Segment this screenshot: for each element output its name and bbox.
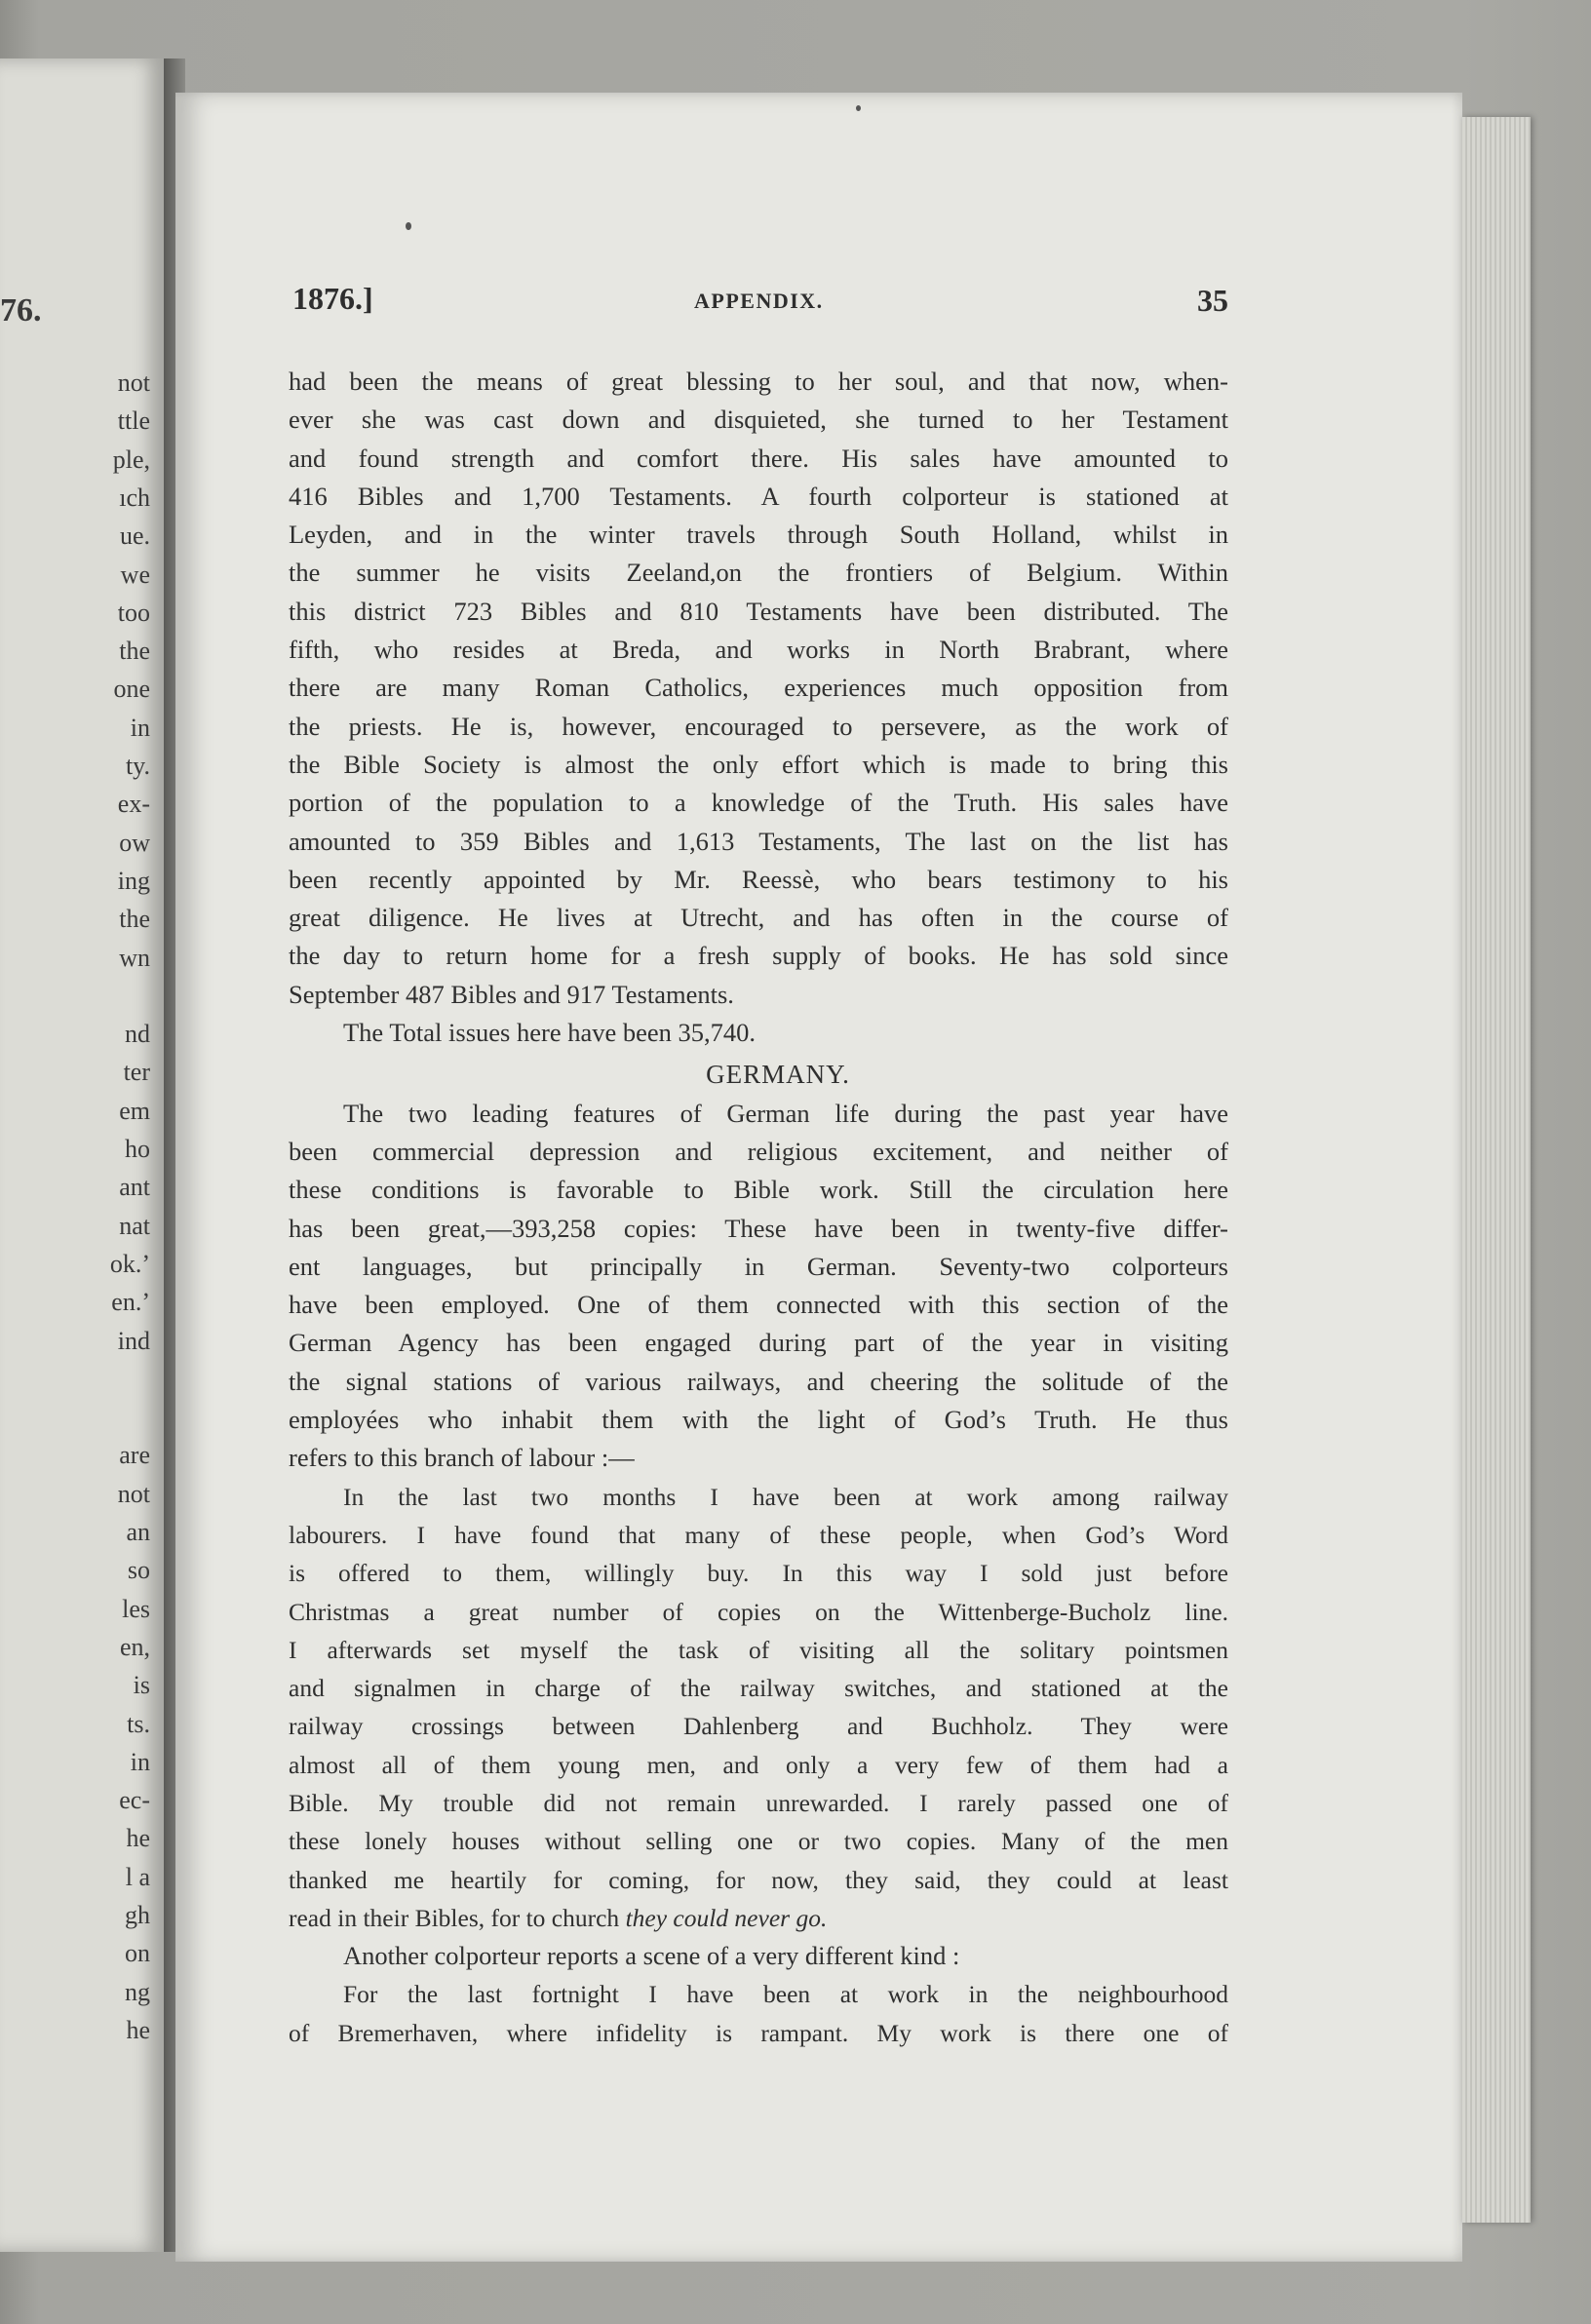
left-page-fragment: not bbox=[117, 368, 150, 397]
left-page-fragment: wn bbox=[119, 943, 150, 972]
left-page-fragment: ttle bbox=[117, 407, 150, 436]
railway-quote-line: Christmas a great number of copies on the Wittenberge-Bucholz line. bbox=[289, 1597, 1228, 1626]
railway-quote-line: these lonely houses without selling one or two copies. Many of the men bbox=[289, 1827, 1228, 1856]
holland-paragraph-line: there are many Roman Catholics, experiences much opposition from bbox=[289, 673, 1228, 703]
left-page-fragment: ple, bbox=[112, 445, 150, 474]
railway-quote bbox=[289, 1478, 1228, 1938]
left-page-fragment: the bbox=[119, 637, 150, 666]
left-page-fragment: ec- bbox=[119, 1786, 150, 1815]
left-page-fragment: he bbox=[126, 2015, 150, 2044]
germany-intro-line: ent languages, but principally in German. Seventy-two colporteurs bbox=[289, 1251, 1228, 1281]
germany-intro-line: has been great,—393,258 copies: These have been in twenty-five differ- bbox=[289, 1213, 1228, 1243]
running-head bbox=[292, 281, 1228, 320]
holland-paragraph-line: portion of the population to a knowledge of the Truth. His sales have bbox=[289, 788, 1228, 818]
left-page-fragment: we bbox=[120, 560, 150, 589]
germany-intro-line: German Agency has been engaged during part of the year in visiting bbox=[289, 1328, 1228, 1358]
left-page-fragment: on bbox=[125, 1939, 150, 1968]
germany-intro-line: employées who inhabit them with the light of God’s Truth. He thus bbox=[289, 1405, 1228, 1435]
left-page-fragment: too bbox=[117, 598, 150, 627]
bremerhaven-quote-line: For the last fortnight I have been at work in the neighbourhood bbox=[343, 1980, 1228, 2009]
holland-paragraph-line: the priests. He is, however, encouraged to persevere, as the work of bbox=[289, 711, 1228, 741]
germany-intro-line: have been employed. One of them connected with this section of the bbox=[289, 1290, 1228, 1320]
left-page-fragment: ho bbox=[125, 1135, 150, 1163]
holland-paragraph-line: had been the means of great blessing to her soul, and that now, when- bbox=[289, 367, 1228, 396]
germany-intro-line: The two leading features of German life during the past year have bbox=[343, 1098, 1228, 1128]
left-page-fragment: is bbox=[133, 1671, 150, 1700]
facing-left-page bbox=[0, 58, 167, 2252]
left-page-fragment: en, bbox=[119, 1632, 150, 1661]
left-page-fragment: one bbox=[113, 675, 150, 704]
left-page-fragment: gh bbox=[125, 1901, 150, 1929]
left-page-fragment: ant bbox=[119, 1173, 150, 1202]
total-issues-line: The Total issues here have been 35,740. bbox=[343, 1018, 757, 1048]
left-page-fragment: em bbox=[119, 1096, 150, 1125]
germany-intro-line: been commercial depression and religious excitement, and neither of bbox=[289, 1136, 1228, 1166]
railway-quote-line: thanked me heartily for coming, for now, they said, they could at least bbox=[289, 1865, 1228, 1894]
railway-quote-line: Bible. My trouble did not remain unrewarded. I rarely passed one of bbox=[289, 1788, 1228, 1817]
header-year: 1876.] bbox=[292, 281, 373, 316]
railway-quote-line: almost all of them young men, and only a very few of them had a bbox=[289, 1750, 1228, 1779]
holland-paragraph-line: Leyden, and in the winter travels through South Holland, whilst in bbox=[289, 520, 1228, 550]
bremerhaven-quote bbox=[289, 1975, 1228, 2052]
railway-quote-line: railway crossings between Dahlenberg and Buchholz. They were bbox=[289, 1712, 1228, 1741]
holland-paragraph-line: ever she was cast down and disquieted, she turned to her Testament bbox=[289, 405, 1228, 435]
left-page-fragment: so bbox=[127, 1556, 150, 1585]
left-page-fragment: nat bbox=[119, 1211, 150, 1240]
colporteur-report-line: Another colporteur reports a scene of a very different kind : bbox=[343, 1941, 960, 1971]
bremerhaven-quote-line: of Bremerhaven, where infidelity is rampant. My work is there one of bbox=[289, 2018, 1228, 2047]
left-page-fragment: not bbox=[117, 1479, 150, 1508]
left-page-fragment: ok.’ bbox=[109, 1249, 150, 1278]
holland-paragraph-line: the summer he visits Zeeland,on the frontiers of Belgium. Within bbox=[289, 558, 1228, 588]
railway-quote-line: In the last two months I have been at work among railway bbox=[343, 1482, 1228, 1511]
holland-paragraph-line: been recently appointed by Mr. Reessè, who bears testimony to his bbox=[289, 864, 1228, 894]
left-page-fragment: ing bbox=[117, 866, 150, 895]
left-page-fragment: ıch bbox=[119, 483, 150, 512]
page-body bbox=[289, 363, 1228, 2052]
left-page-fragment: ng bbox=[125, 1977, 150, 2006]
left-page-fragment: the bbox=[119, 905, 150, 934]
germany-intro-line: these conditions is favorable to Bible work. Still the circulation here bbox=[289, 1175, 1228, 1205]
left-page-fragment: les bbox=[122, 1594, 150, 1623]
italic-phrase: they could never go. bbox=[625, 1903, 828, 1932]
left-page-fragment: l a bbox=[125, 1862, 150, 1891]
left-page-fragment: ter bbox=[123, 1058, 150, 1087]
section-heading: GERMANY. bbox=[706, 1060, 850, 1090]
railway-quote-text: read in their Bibles, for to church bbox=[289, 1903, 620, 1932]
page-number: 35 bbox=[1197, 283, 1228, 318]
holland-paragraph-line: great diligence. He lives at Utrecht, and has often in the course of bbox=[289, 903, 1228, 933]
left-page-fragment: en.’ bbox=[111, 1288, 150, 1317]
holland-paragraph-line: and found strength and comfort there. His sales have amounted to bbox=[289, 443, 1228, 473]
railway-quote-line: labourers. I have found that many of these people, when God’s Word bbox=[289, 1520, 1228, 1549]
holland-paragraph-line: September 487 Bibles and 917 Testaments. bbox=[289, 979, 734, 1009]
left-page-number-fragment: 76. bbox=[0, 292, 42, 329]
header-title: APPENDIX. bbox=[694, 289, 824, 313]
holland-paragraph-line: amounted to 359 Bibles and 1,613 Testaments, The last on the list has bbox=[289, 826, 1228, 856]
germany-intro-line: the signal stations of various railways, and cheering the solitude of the bbox=[289, 1366, 1228, 1396]
left-page-fragment: ue. bbox=[119, 522, 150, 551]
left-page-fragment: nd bbox=[125, 1020, 150, 1049]
left-page-fragment: he bbox=[126, 1824, 150, 1853]
page-edges bbox=[1462, 117, 1531, 2223]
left-page-fragment: ty. bbox=[125, 752, 150, 780]
left-page-fragment: ex- bbox=[117, 790, 150, 819]
germany-intro-line: refers to this branch of labour :— bbox=[289, 1443, 635, 1473]
scan-speck bbox=[406, 222, 411, 230]
left-page-fragment: in bbox=[130, 1747, 150, 1776]
scan-speck bbox=[856, 105, 861, 111]
holland-paragraph-line: this district 723 Bibles and 810 Testaments have been distributed. The bbox=[289, 596, 1228, 626]
left-page-fragment: ind bbox=[117, 1326, 150, 1355]
railway-quote-line: is offered to them, willingly buy. In this way I sold just before bbox=[289, 1559, 1228, 1588]
left-page-fragment: in bbox=[130, 713, 150, 742]
holland-paragraph-line: 416 Bibles and 1,700 Testaments. A fourth colporteur is stationed at bbox=[289, 481, 1228, 511]
railway-quote-line bbox=[289, 1899, 1228, 1937]
railway-quote-line: and signalmen in charge of the railway switches, and stationed at the bbox=[289, 1674, 1228, 1703]
railway-quote-line: I afterwards set myself the task of visiting all the solitary pointsmen bbox=[289, 1635, 1228, 1664]
holland-paragraph-line: the day to return home for a fresh supply of books. He has sold since bbox=[289, 941, 1228, 971]
holland-paragraph-line: fifth, who resides at Breda, and works in North Brabrant, where bbox=[289, 635, 1228, 665]
holland-paragraph-line: the Bible Society is almost the only effort which is made to bring this bbox=[289, 749, 1228, 779]
left-page-fragment: are bbox=[119, 1441, 150, 1470]
left-page-fragment: ow bbox=[119, 828, 150, 857]
left-page-fragment: ts. bbox=[127, 1709, 150, 1738]
left-page-fragment: an bbox=[126, 1518, 150, 1546]
